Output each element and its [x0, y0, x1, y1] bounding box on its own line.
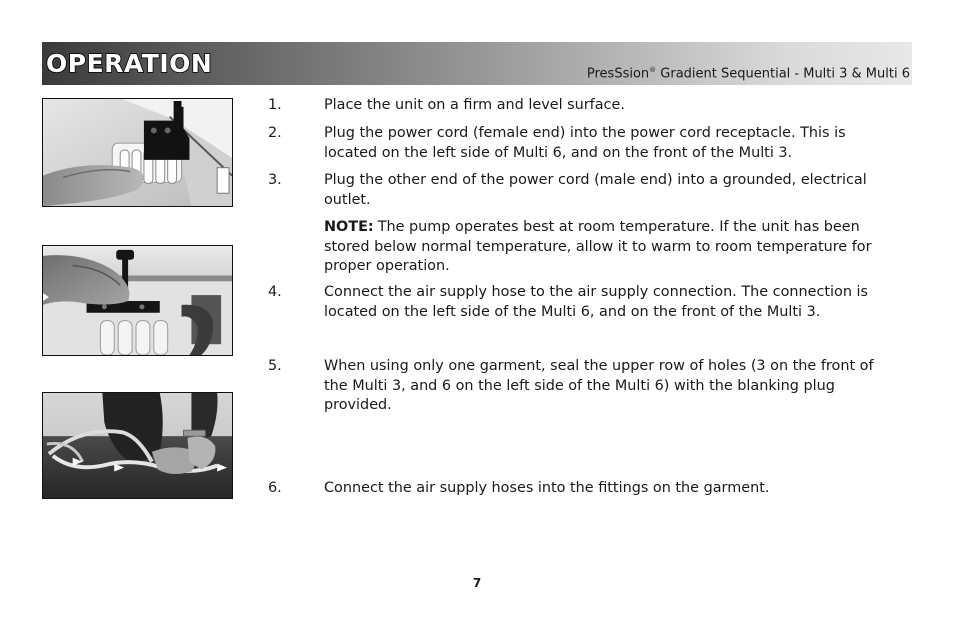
step-text: When using only one garment, seal the upper row of holes (3 on the front of the Multi 3, and 6 on the left side of the Multi 6) with the blanking plug provided.	[324, 358, 874, 413]
step-number: 1.	[268, 97, 282, 113]
page-number: 7	[472, 576, 482, 590]
hose-connector-photo	[42, 98, 233, 207]
step-number: 2.	[268, 125, 282, 141]
step-number: 6.	[268, 480, 282, 496]
step-text: Plug the other end of the power cord (male end) into a grounded, electrical outlet.	[324, 172, 867, 208]
note-label: NOTE:	[324, 219, 374, 235]
section-header-bar	[42, 42, 912, 85]
step-number: 4.	[268, 284, 282, 300]
document-subtitle	[587, 66, 910, 81]
step-number: 5.	[268, 358, 282, 374]
note-paragraph	[324, 218, 888, 277]
step-text: Connect the air supply hose to the air supply connection. The connection is located on the left side of the Multi 6, and on the front of the Multi 3.	[324, 284, 869, 320]
step-text: Connect the air supply hoses into the fittings on the garment.	[324, 480, 770, 496]
subtitle-rest: Gradient Sequential - Multi 3 & Multi 6	[656, 66, 910, 82]
blanking-plug-photo	[42, 245, 233, 356]
garment-hose-photo	[42, 392, 233, 499]
section-title: OPERATION	[46, 49, 213, 78]
brand-name: PresSsion	[586, 66, 650, 82]
note-text: The pump operates best at room temperature. If the unit has been stored below normal temperature, allow it to warm to room temperature for proper operation.	[324, 219, 872, 274]
step-text: Plug the power cord (female end) into the power cord receptacle. This is located on the left side of Multi 6, and on the front of the Multi 3.	[324, 125, 846, 161]
step-number: 3.	[268, 172, 282, 188]
registered-mark: ®	[649, 66, 657, 74]
step-text: Place the unit on a firm and level surface.	[324, 97, 625, 113]
